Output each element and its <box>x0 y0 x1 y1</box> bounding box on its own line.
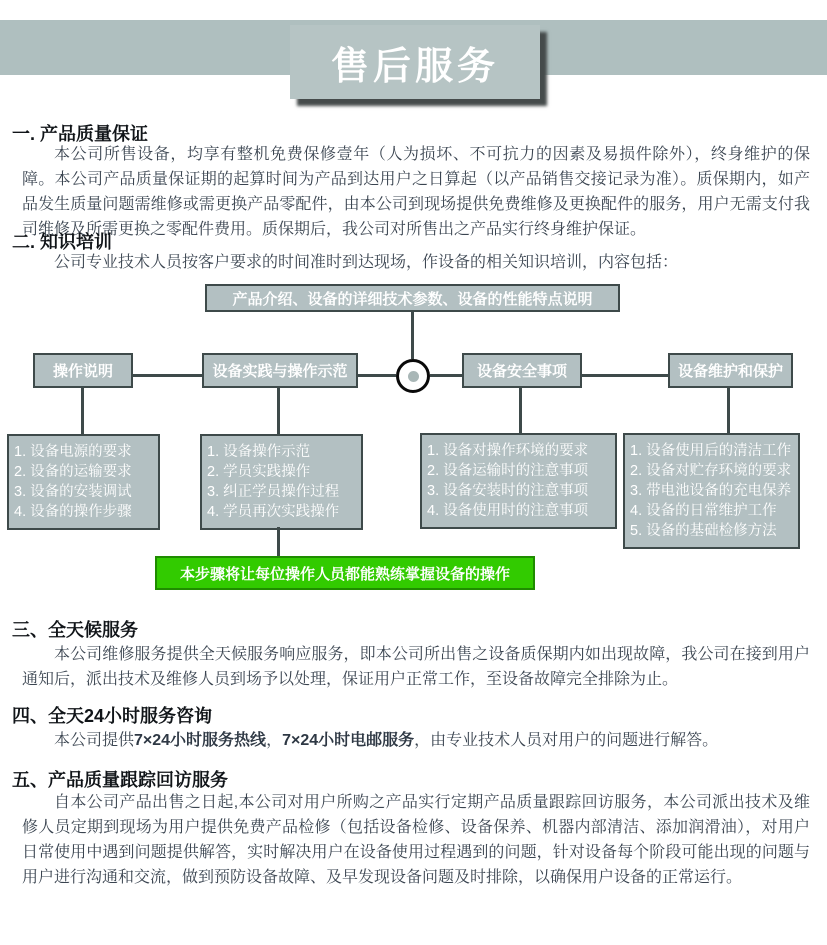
section-5-paragraph: 自本公司产品出售之日起,本公司对用户所购之产品实行定期产品质量跟踪回访服务，本公司派出技术及维修人员定期到现场为用户提供免费产品检修（包括设备检修、设备保养、机器内部清洁、添加润滑油），对用户日常使用中遇到问题提供解答，实时解决用户在设备使用过程遇到的问题，针对设备每个阶段可能出现的问题与用户进行沟通和交流，做到预防设备故障、及早发现设备问题及时排除，以确保用户设备的正常运行。 <box>22 794 810 886</box>
list-item: 1. 设备操作示范 <box>207 444 311 460</box>
connector-line <box>430 374 462 377</box>
branch-list-maintenance <box>623 433 800 549</box>
list-item: 2. 设备对贮存环境的要求 <box>630 463 792 479</box>
branch-title-maintenance: 设备维护和保护 <box>668 353 793 388</box>
list-item: 4. 设备使用时的注意事项 <box>427 503 589 519</box>
branch-title-practice: 设备实践与操作示范 <box>202 353 358 388</box>
branch-list-operation <box>7 434 160 530</box>
list-item: 3. 设备安装时的注意事项 <box>427 483 589 499</box>
branch-list-practice <box>200 434 363 530</box>
connector-line <box>727 387 730 434</box>
list-item: 3. 带电池设备的充电保养 <box>630 483 792 499</box>
s4-separator: ， <box>266 732 283 749</box>
connector-line <box>81 387 84 434</box>
connector-line <box>358 374 396 377</box>
list-item: 4. 设备的操作步骤 <box>14 504 132 520</box>
connector-line <box>277 527 280 556</box>
flowchart-top-box: 产品介绍、设备的详细技术参数、设备的性能特点说明 <box>205 284 620 312</box>
list-item: 3. 纠正学员操作过程 <box>207 484 340 500</box>
section-1-heading: 一. 产品质量保证 <box>12 124 149 144</box>
list-item: 2. 设备的运输要求 <box>14 464 132 480</box>
page-title: 售后服务 <box>330 45 499 88</box>
connector-line <box>582 374 668 377</box>
branch-list-safety <box>420 433 617 529</box>
list-item: 4. 设备的日常维护工作 <box>630 503 777 519</box>
section-2-intro: 公司专业技术人员按客户要求的时间准时到达现场，作设备的相关知识培训，内容包括： <box>54 254 679 271</box>
list-item: 1. 设备电源的要求 <box>14 444 132 460</box>
list-item: 3. 设备的安装调试 <box>14 484 132 500</box>
section-4-paragraph <box>22 728 810 753</box>
connector-line <box>519 387 522 434</box>
connector-line <box>277 387 280 434</box>
list-item: 2. 学员实践操作 <box>207 464 311 480</box>
list-item: 2. 设备运输时的注意事项 <box>427 463 589 479</box>
connector-line <box>133 374 202 377</box>
page-title-box <box>290 25 540 99</box>
s4-suffix: ，由专业技术人员对用户的问题进行解答。 <box>414 732 719 749</box>
connector-line <box>411 312 414 359</box>
list-item: 1. 设备对操作环境的要求 <box>427 443 589 459</box>
branch-title-safety: 设备安全事项 <box>462 353 582 388</box>
summary-box: 本步骤将让每位操作人员都能熟练掌握设备的操作 <box>155 556 535 590</box>
section-1-paragraph: 本公司所售设备，均享有整机免费保修壹年（人为损坏、不可抗力的因素及易损件除外），终身维护的保障。本公司产品质量保证期的起算时间为产品到达用户之日算起（以产品销售交接记录为准）。质保期内，如产品发生质量问题需维修或需更换产品零配件，由本公司到现场提供免费维修及更换配件的服务，用户无需支付我司维修及所需更换之零配件费用。质保期后，我公司对所售出之产品实行终身维护保证。 <box>22 146 810 238</box>
list-item: 1. 设备使用后的清洁工作 <box>630 443 792 459</box>
list-item: 5. 设备的基础检修方法 <box>630 523 777 539</box>
section-2-heading: 二. 知识培训 <box>12 232 113 252</box>
s4-email: 7×24小时电邮服务 <box>282 732 415 749</box>
hub-circle-icon <box>396 359 430 393</box>
s4-prefix: 本公司提供 <box>54 732 135 749</box>
section-4-heading: 四、全天24小时服务咨询 <box>12 706 213 726</box>
section-3-heading: 三、全天候服务 <box>12 620 138 640</box>
section-5-heading: 五、产品质量跟踪回访服务 <box>12 770 228 790</box>
list-item: 4. 学员再次实践操作 <box>207 504 340 520</box>
s4-hotline: 7×24小时服务热线 <box>134 732 267 749</box>
section-3-paragraph: 本公司维修服务提供全天候服务响应服务，即本公司所出售之设备质保期内如出现故障，我公司在接到用户通知后，派出技术及维修人员到场予以处理，保证用户正常工作，至设备故障完全排除为止。 <box>22 646 810 688</box>
branch-title-operation: 操作说明 <box>33 353 133 388</box>
